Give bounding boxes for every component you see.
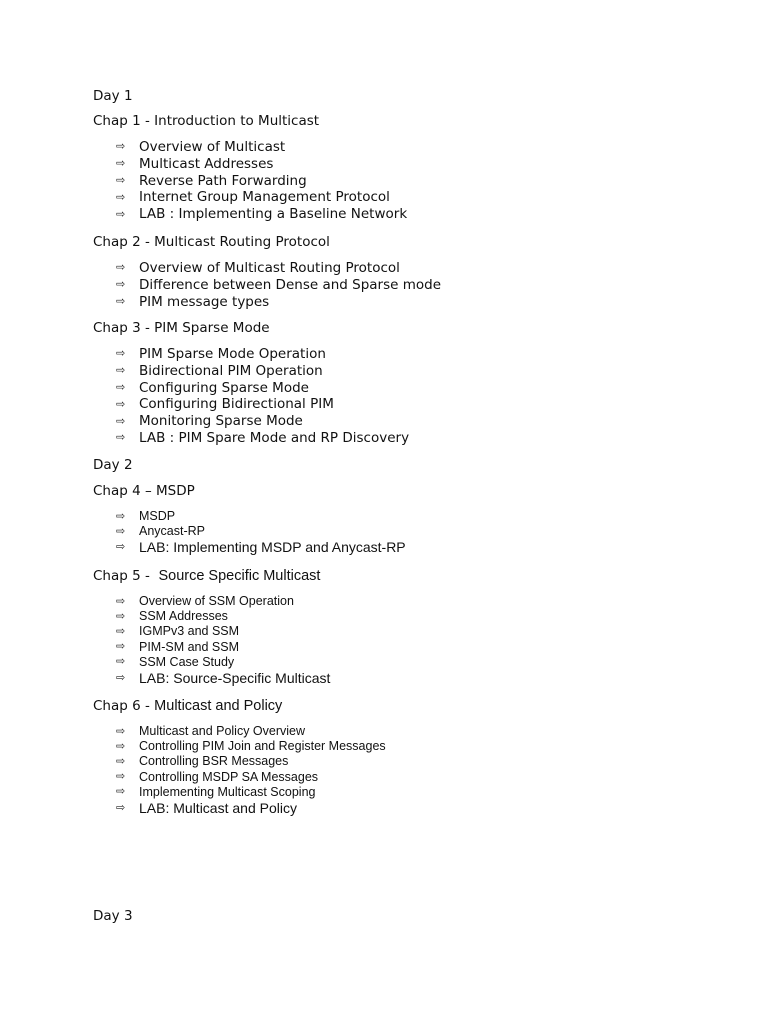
chap-1-title: Chap 1 - Introduction to Multicast: [93, 113, 320, 129]
arrow-icon: ⇨: [116, 414, 126, 428]
list-item: ⇨ SSM Addresses: [116, 609, 228, 624]
list-item-lab: ⇨ LAB: Multicast and Policy: [116, 799, 297, 816]
list-item: ⇨ LAB : Implementing a Baseline Network: [116, 206, 408, 223]
chap-3-title: Chap 3 - PIM Sparse Mode: [93, 320, 270, 336]
list-item: ⇨ PIM-SM and SSM: [116, 639, 240, 654]
arrow-icon: ⇨: [116, 801, 126, 814]
list-item: ⇨ SSM Case Study: [116, 654, 235, 669]
arrow-icon: ⇨: [116, 724, 126, 737]
list-item: ⇨ Controlling BSR Messages: [116, 754, 289, 769]
list-item: ⇨ Controlling MSDP SA Messages: [116, 769, 319, 784]
arrow-icon: ⇨: [116, 525, 126, 538]
arrow-icon: ⇨: [116, 380, 126, 394]
list-item: ⇨ Bidirectional PIM Operation: [116, 362, 323, 379]
arrow-icon: ⇨: [116, 509, 126, 522]
chap-2-title: Chap 2 - Multicast Routing Protocol: [93, 234, 330, 250]
arrow-icon: ⇨: [116, 640, 126, 653]
chap-6-list: [116, 724, 386, 816]
list-item: ⇨ Overview of SSM Operation: [116, 594, 294, 608]
list-item-lab: ⇨ LAB: Implementing MSDP and Anycast-RP: [116, 539, 406, 556]
day-3-heading: Day 3: [93, 908, 133, 924]
list-item: ⇨ IGMPv3 and SSM: [116, 624, 240, 639]
arrow-icon: ⇨: [116, 755, 126, 768]
day-1-heading: Day 1: [93, 88, 133, 104]
chap-5-list: [116, 594, 330, 686]
list-item: ⇨ Monitoring Sparse Mode: [116, 413, 303, 430]
arrow-icon: ⇨: [116, 785, 126, 798]
list-item: ⇨ Reverse Path Forwarding: [116, 172, 307, 189]
list-item: ⇨ Internet Group Management Protocol: [116, 189, 390, 206]
arrow-icon: ⇨: [116, 190, 126, 204]
arrow-icon: ⇨: [116, 541, 126, 554]
arrow-icon: ⇨: [116, 625, 126, 638]
list-item: ⇨ PIM Sparse Mode Operation: [116, 346, 326, 362]
arrow-icon: ⇨: [116, 594, 126, 607]
arrow-icon: ⇨: [116, 156, 126, 170]
list-item: ⇨ Anycast-RP: [116, 524, 205, 539]
chap-3-list: [116, 346, 409, 447]
arrow-icon: ⇨: [116, 277, 126, 291]
list-item: ⇨ Multicast Addresses: [116, 155, 274, 172]
arrow-icon: ⇨: [116, 770, 126, 783]
chap-5-title: Chap 5 - Source Specific Multicast: [93, 568, 321, 584]
list-item: ⇨ MSDP: [116, 509, 176, 523]
list-item: ⇨ Overview of Multicast Routing Protocol: [116, 260, 400, 276]
chap-1-list: [116, 139, 407, 223]
list-item: ⇨ Implementing Multicast Scoping: [116, 784, 316, 799]
arrow-icon: ⇨: [116, 363, 126, 377]
list-item: ⇨ Controlling PIM Join and Register Messages: [116, 739, 386, 754]
chap-4-title: Chap 4 – MSDP: [93, 483, 195, 499]
list-item: ⇨ LAB : PIM Spare Mode and RP Discovery: [116, 429, 410, 446]
list-item-lab: ⇨ LAB: Source-Specific Multicast: [116, 669, 331, 686]
list-item: ⇨ Multicast and Policy Overview: [116, 724, 306, 738]
arrow-icon: ⇨: [116, 671, 126, 684]
chap-4-list: [116, 509, 406, 555]
arrow-icon: ⇨: [116, 397, 126, 411]
list-item: ⇨ PIM message types: [116, 293, 270, 310]
arrow-icon: ⇨: [116, 173, 126, 187]
arrow-icon: ⇨: [116, 740, 126, 753]
chap-2-list: [116, 260, 441, 310]
chap-6-title: Chap 6 - Multicast and Policy: [93, 698, 283, 714]
list-item: ⇨ Configuring Bidirectional PIM: [116, 396, 334, 413]
arrow-icon: ⇨: [116, 207, 126, 221]
list-item: ⇨ Overview of Multicast: [116, 139, 286, 155]
arrow-icon: ⇨: [116, 655, 126, 668]
arrow-icon: ⇨: [116, 346, 126, 360]
arrow-icon: ⇨: [116, 139, 126, 153]
arrow-icon: ⇨: [116, 430, 126, 444]
arrow-icon: ⇨: [116, 610, 126, 623]
arrow-icon: ⇨: [116, 294, 126, 308]
list-item: ⇨ Configuring Sparse Mode: [116, 379, 309, 396]
day-2-heading: Day 2: [93, 457, 133, 473]
arrow-icon: ⇨: [116, 260, 126, 274]
list-item: ⇨ Difference between Dense and Sparse mode: [116, 276, 442, 293]
